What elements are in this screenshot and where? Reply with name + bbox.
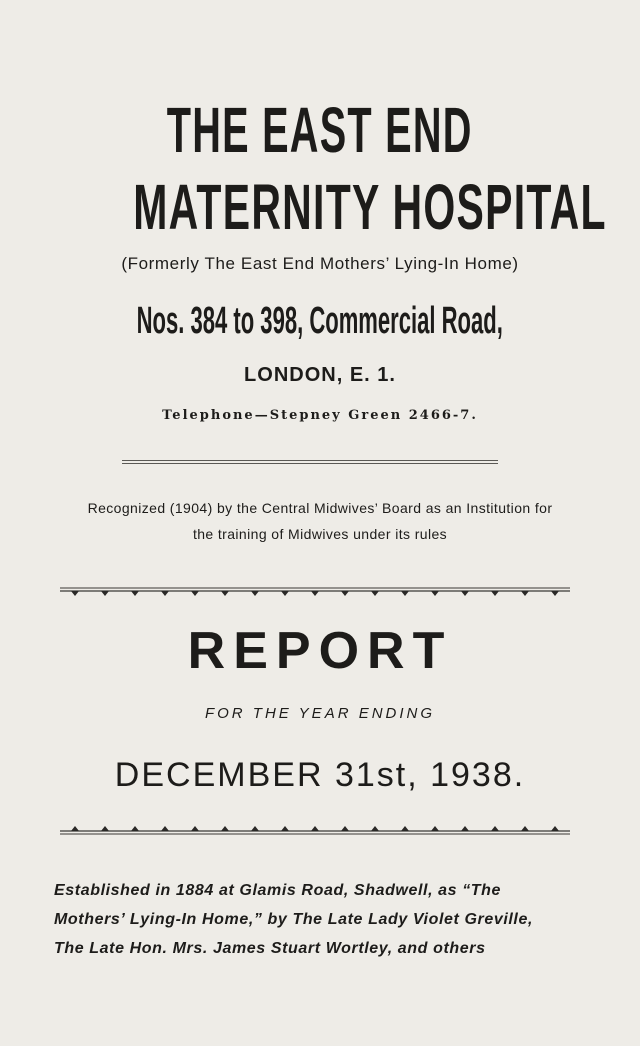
ornament-mark [71,826,79,831]
ornament-mark [221,826,229,831]
hospital-title-line-1: THE EAST END [167,94,473,166]
report-date: DECEMBER 31st, 1938. [114,756,526,794]
street-address: Nos. 384 to 398, Commercial Road, [136,300,504,342]
ornamental-rule-bottom [60,823,570,837]
ornament-mark [281,591,289,596]
ornament-mark [161,826,169,831]
ornament-mark [161,591,169,596]
ornament-mark [491,591,499,596]
ornament-mark [131,591,139,596]
ornament-mark [101,826,109,831]
establishment-note-line-3: The Late Hon. Mrs. James Stuart Wortley, and others [54,940,486,957]
establishment-note-line-2: Mothers’ Lying-In Home,” by The Late Lady Violet Greville, [54,911,534,928]
report-heading: REPORT [187,622,453,680]
ornament-mark [191,591,199,596]
former-name: (Formerly The East End Mothers’ Lying-In Home) [121,254,519,273]
ornament-mark [341,826,349,831]
ornamental-rule-top [60,585,570,599]
ornament-mark [131,826,139,831]
ornament-mark [431,826,439,831]
ornament-mark [371,591,379,596]
ornament-mark [401,591,409,596]
ornament-mark [461,591,469,596]
ornament-mark [341,591,349,596]
city-postcode: LONDON, E. 1. [244,364,396,386]
recognition-text-line-1: Recognized (1904) by the Central Midwives’ Board as an Institution for [87,500,553,516]
ornament-mark [521,591,529,596]
recognition-text-line-2: the training of Midwives under its rules [192,526,448,542]
ornament-mark [311,826,319,831]
ornament-mark [551,591,559,596]
year-ending-subheading: FOR THE YEAR ENDING [204,705,436,722]
ornament-mark [371,826,379,831]
establishment-note-line-1: Established in 1884 at Glamis Road, Shadwell, as “The [54,882,502,899]
double-rule-divider [122,460,498,464]
ornament-mark [101,591,109,596]
ornament-mark [281,826,289,831]
ornament-mark [431,591,439,596]
establishment-note [54,876,594,963]
ornament-mark [491,826,499,831]
ornament-mark [521,826,529,831]
ornament-mark [551,826,559,831]
ornament-mark [251,591,259,596]
telephone-number: Telephone—Stepney Green 2466-7. [162,408,478,423]
ornament-mark [461,826,469,831]
ornament-mark [401,826,409,831]
ornament-mark [221,591,229,596]
ornament-mark [251,826,259,831]
ornament-mark [311,591,319,596]
ornament-mark [191,826,199,831]
ornament-mark [71,591,79,596]
hospital-title-line-2: MATERNITY HOSPITAL [133,171,607,243]
